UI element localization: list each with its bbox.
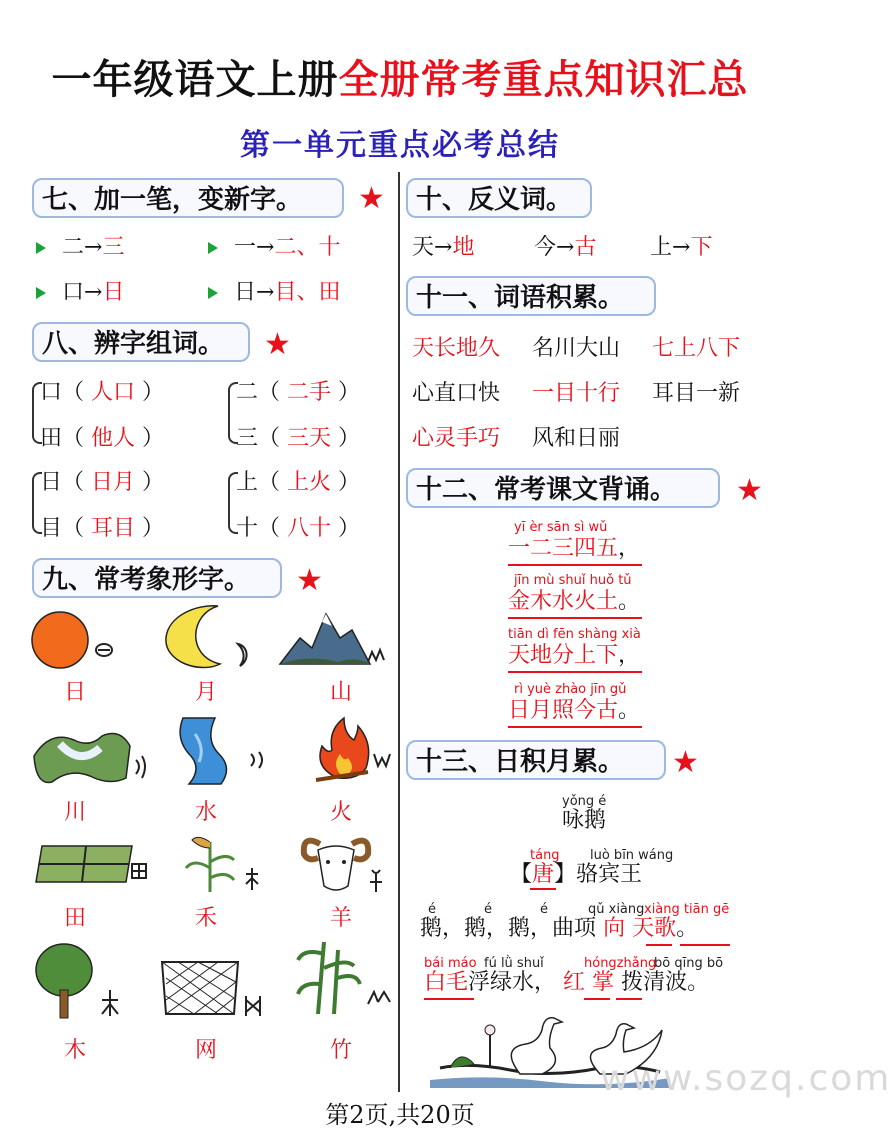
add-stroke-item: 二→三 (62, 235, 125, 260)
title-part1: 一年级语文上册 (51, 57, 339, 103)
pinyin-line: jīn mù shuǐ huǒ tǔ (514, 573, 632, 588)
star-icon: ★ (358, 181, 385, 216)
underline (508, 726, 642, 728)
underline (646, 944, 672, 946)
pinyin-rest: qǔ xiàng (588, 902, 645, 917)
pinyin-end: bō qīng bō (654, 956, 724, 971)
pinyin-mid: fú lǜ shuǐ (484, 956, 544, 971)
pinyin-red: xiàng tiān gē (644, 902, 730, 917)
section-10-heading: 十、反义词。 (406, 178, 592, 218)
star-icon: ★ (264, 327, 291, 362)
field-pictograph-icon (32, 842, 152, 888)
pictograph-label: 川 (64, 800, 87, 825)
mountain-pictograph-icon (278, 608, 388, 668)
antonym-pair: 今→古 (534, 235, 597, 260)
idiom-text: 心直口快 (412, 381, 501, 406)
poem-title: 咏鹅 (562, 808, 607, 833)
add-stroke-item: 口→日 (62, 280, 125, 305)
add-stroke-item: 日→目、田 (234, 280, 341, 305)
bullet-icon (36, 242, 46, 254)
pinyin-line: yī èr sān sì wǔ (514, 520, 608, 535)
idiom-text: 耳目一新 (652, 381, 741, 406)
pictograph-label: 网 (195, 1038, 218, 1063)
column-divider (398, 172, 400, 1092)
pictograph-label: 日 (64, 680, 87, 705)
underline (508, 671, 642, 673)
moon-pictograph-icon (160, 604, 260, 672)
unit-subtitle: 第一单元重点必考总结 (240, 128, 560, 163)
recitation-line: 金木水火土。 (508, 589, 641, 614)
underline (584, 998, 610, 1000)
word-pair-line: 目（ 耳目 ） (40, 516, 165, 541)
pinyin-e: é (540, 902, 548, 917)
recitation-line: 一二三四五， (508, 536, 641, 561)
section-13-heading: 十三、日积月累。 (406, 740, 666, 780)
add-stroke-item: 一→二、十 (234, 235, 341, 260)
sheep-pictograph-icon (298, 830, 398, 896)
pinyin-line: tiān dì fēn shàng xià (508, 627, 641, 642)
antonym-pair: 上→下 (650, 235, 713, 260)
river-pictograph-icon (30, 726, 150, 788)
bullet-icon (208, 242, 218, 254)
underline (616, 998, 642, 1000)
word-pair-line: 口（ 人口 ） (40, 380, 165, 405)
net-pictograph-icon (158, 956, 268, 1018)
star-icon: ★ (672, 745, 699, 780)
section-8-heading: 八、辨字组词。 (32, 322, 250, 362)
pictograph-label: 山 (330, 680, 353, 705)
poem-title-pinyin: yǒng é (562, 794, 607, 809)
recitation-line: 日月照今古。 (508, 698, 641, 723)
idiom-text: 七上八下 (652, 336, 741, 361)
pictograph-label: 水 (195, 800, 218, 825)
word-pair-line: 二（ 二手 ） (236, 380, 361, 405)
word-pair-line: 十（ 八十 ） (236, 516, 361, 541)
recitation-line: 天地分上下， (508, 643, 641, 668)
word-pair-line: 三（ 三天 ） (236, 426, 361, 451)
word-pair-line: 上（ 上火 ） (236, 470, 361, 495)
underline (508, 617, 642, 619)
water-pictograph-icon (175, 714, 275, 786)
pictograph-label: 羊 (330, 906, 353, 931)
word-pair-line: 田（ 他人 ） (40, 426, 165, 451)
antonym-pair: 天→地 (412, 235, 475, 260)
tree-pictograph-icon (30, 940, 140, 1020)
idiom-text: 风和日丽 (532, 426, 621, 451)
section-12-heading: 十二、常考课文背诵。 (406, 468, 720, 508)
idiom-text: 名川大山 (532, 336, 621, 361)
title-part2: 全册常考重点知识汇总 (338, 57, 749, 103)
page-title (0, 48, 800, 105)
pictograph-label: 田 (64, 906, 87, 931)
idiom-text: 天长地久 (412, 336, 501, 361)
idiom-text: 一目十行 (532, 381, 621, 406)
bullet-icon (208, 287, 218, 299)
pictograph-label: 火 (330, 800, 353, 825)
pinyin-line: rì yuè zhào jīn gǔ (514, 682, 627, 697)
pictograph-label: 禾 (195, 906, 218, 931)
author-pinyin: luò bīn wáng (590, 848, 674, 863)
pinyin-e: é (428, 902, 436, 917)
section-9-heading: 九、常考象形字。 (32, 558, 282, 598)
section-7-heading: 七、加一笔，变新字。 (32, 178, 344, 218)
poem-line-2: 白毛浮绿水， 红 掌 拨清波。 (424, 970, 710, 995)
bullet-icon (36, 287, 46, 299)
pictograph-label: 竹 (330, 1038, 353, 1063)
star-icon: ★ (736, 473, 763, 508)
fire-pictograph-icon (308, 714, 398, 784)
underline (424, 998, 474, 1000)
grain-pictograph-icon (180, 828, 270, 894)
underline (680, 944, 730, 946)
word-pair-line: 日（ 日月 ） (40, 470, 165, 495)
underline (530, 888, 556, 890)
star-icon: ★ (296, 563, 323, 598)
section-11-heading: 十一、词语积累。 (406, 276, 656, 316)
pictograph-label: 木 (64, 1038, 87, 1063)
watermark: www.sozq.com (600, 1058, 891, 1099)
pinyin-red: bái máo (424, 956, 477, 971)
poem-author: 【唐】骆宾王 (510, 862, 643, 887)
poem-line-1: 鹅，鹅，鹅，曲项 向 天歌。 (420, 916, 699, 941)
pictograph-label: 月 (195, 680, 218, 705)
underline (508, 564, 642, 566)
pinyin-red: hóngzhǎng (584, 956, 657, 971)
page-footer: 第2页,共20页 (325, 1101, 475, 1129)
dynasty-pinyin: táng (530, 848, 560, 863)
bamboo-pictograph-icon (294, 938, 394, 1018)
idiom-text: 心灵手巧 (412, 426, 501, 451)
pinyin-e: é (484, 902, 492, 917)
sun-pictograph-icon (30, 608, 120, 672)
